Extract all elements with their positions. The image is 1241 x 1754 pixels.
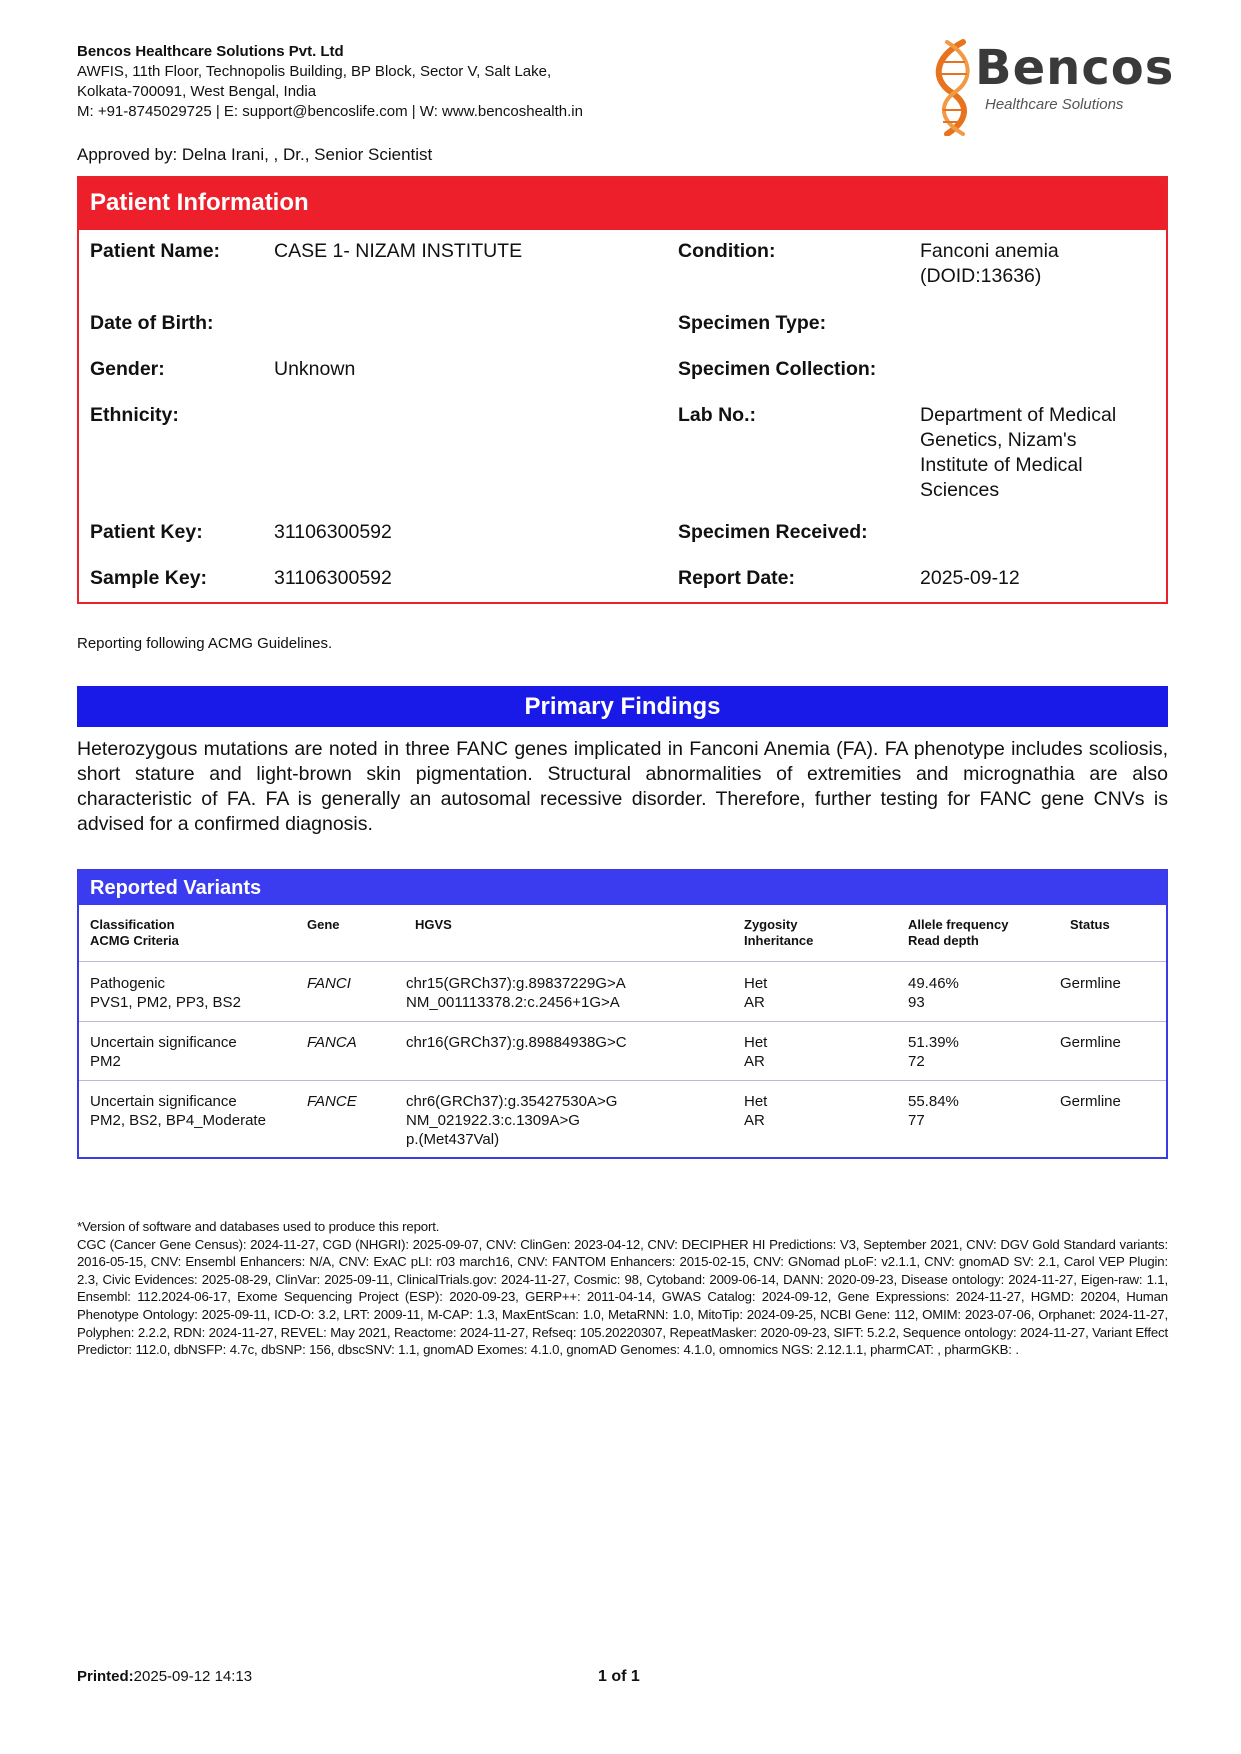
allele-frequency-text: 55.84% xyxy=(908,1093,959,1110)
variant-zygosity xyxy=(744,974,767,1012)
hgvs-line: p.(Met437Val) xyxy=(406,1131,500,1148)
condition-label: Condition: xyxy=(678,240,776,262)
lab-no-line: Sciences xyxy=(920,479,1000,501)
variant-allele xyxy=(908,1033,959,1071)
criteria-text: PVS1, PM2, PP3, BS2 xyxy=(90,994,241,1011)
inheritance-text: AR xyxy=(744,1053,765,1070)
specimen-received-label: Specimen Received: xyxy=(678,521,868,543)
variant-allele xyxy=(908,1092,959,1130)
lab-no-line: Genetics, Nizam's xyxy=(920,429,1077,451)
hgvs-line: chr6(GRCh37):g.35427530A>G xyxy=(406,1093,618,1110)
hgvs-line: NM_021922.3:c.1309A>G xyxy=(406,1112,580,1129)
lab-no-value xyxy=(920,403,1116,503)
condition-value xyxy=(920,239,1059,289)
header-zygosity xyxy=(744,917,813,949)
patient-name-value: CASE 1- NIZAM INSTITUTE xyxy=(274,240,523,262)
hgvs-line: chr16(GRCh37):g.89884938G>C xyxy=(406,1034,627,1051)
variant-gene: FANCI xyxy=(307,975,351,992)
printed-timestamp xyxy=(77,1668,252,1685)
classification-text: Pathogenic xyxy=(90,975,166,992)
header-gene: Gene xyxy=(307,917,340,932)
hgvs-line: chr15(GRCh37):g.89837229G>A xyxy=(406,975,626,992)
company-address-line1: AWFIS, 11th Floor, Technopolis Building, BP Block, Sector V, Salt Lake, xyxy=(77,63,552,80)
lab-no-line: Institute of Medical xyxy=(920,454,1083,476)
company-contact: M: +91-8745029725 | E: support@bencoslife.com | W: www.bencoshealth.in xyxy=(77,103,583,120)
primary-findings-text: Heterozygous mutations are noted in three FANC genes implicated in Fanconi Anemia (FA). FA phenotype includes scoliosis, short stature and light-brown skin pigmentation. Structural abnormalities of extremities and micrognathia are also characteristic of FA. FA is generally an autosomal recessive disorder. Therefore, further testing for FANC gene CNVs is advised for a confirmed diagnosis. xyxy=(77,738,1168,835)
variants-title: Reported Variants xyxy=(79,871,1166,905)
primary-findings-title: Primary Findings xyxy=(77,686,1168,727)
sample-key-label: Sample Key: xyxy=(90,567,208,589)
reported-variants-table xyxy=(77,869,1168,1159)
header-allele-frequency-label: Allele frequency xyxy=(908,917,1009,932)
gender-value: Unknown xyxy=(274,358,356,380)
footnote-text: CGC (Cancer Gene Census): 2024-11-27, CGD (NHGRI): 2025-09-07, CNV: ClinGen: 2023-04-12, CNV: DECIPHER HI Predictions: V3, September 2021, CNV: DGV Gold Standard variants: 2016-05-15, CNV: Ensembl Enhancers: N/A, CNV: ExAC pLI: r03 march16, CNV: FANTOM Enhancers: 2015-02-15, CNV: GNomad pLoF: v2.1.1, CNV: gnomAD SV: 2.1, Carol VEP Plugin: 2.3, Civic Evidences: 2025-08-29, ClinVar: 2025-09-11, ClinicalTrials.gov: 2024-11-27, Cosmic: 98, Cytoband: 2009-06-14, DANN: 2020-09-23, Disease ontology: 2024-11-27, Eigen-raw: 1.1, Ensembl: 112.2024-06-17, Exome Sequencing Project (ESP): 2020-09-23, GERP++: 2011-04-14, GWAS Catalog: 2024-09-12, Gene Expressions: 2024-11-27, HGMD: 20204, Human Phenotype Ontology: 2025-09-11, ICD-O: 3.2, LRT: 2009-11, M-CAP: 1.3, MaxEntScan: 1.0, MetaRNN: 1.0, MitoTip: 2024-09-25, NCBI Gene: 112, OMIM: 2023-07-06, Orphanet: 2024-11-27, Polyphen: 2.2.2, RDN: 2024-11-27, REVEL: May 2021, Reactome: 2024-11-27, Refseq: 105.20220307, RepeatMasker: 2020-09-23, SIFT: 5.2.2, Sequence ontology: 2024-11-27, Variant Effect Predictor: 112.0, dbNSFP: 4.7c, dbSNP: 156, dbscSNV: 1.1, gnomAD Exomes: 4.1.0, gnomAD Genomes: 4.1.0, omnomics NGS: 2.12.1.1, pharmCAT: , pharmGKB: . xyxy=(77,1236,1168,1358)
lab-no-line: Department of Medical xyxy=(920,404,1117,426)
variant-hgvs xyxy=(406,1033,627,1052)
condition-line: (DOID:13636) xyxy=(920,265,1042,287)
approved-by: Approved by: Delna Irani, , Dr., Senior Scientist xyxy=(77,145,433,164)
header-inheritance-label: Inheritance xyxy=(744,933,814,948)
header-allele xyxy=(908,917,1008,949)
patient-name-label: Patient Name: xyxy=(90,240,221,262)
page-number: 1 of 1 xyxy=(598,1668,640,1685)
company-name: Bencos Healthcare Solutions Pvt. Ltd xyxy=(77,43,344,60)
printed-label: Printed: xyxy=(77,1668,134,1685)
logo-text: Bencos xyxy=(975,40,1175,96)
variant-hgvs xyxy=(406,1092,617,1149)
inheritance-text: AR xyxy=(744,994,765,1011)
specimen-collection-label: Specimen Collection: xyxy=(678,358,877,380)
zygosity-text: Het xyxy=(744,1093,768,1110)
row-divider xyxy=(79,1080,1166,1081)
zygosity-text: Het xyxy=(744,975,768,992)
criteria-text: PM2 xyxy=(90,1053,121,1070)
header-acmg-label: ACMG Criteria xyxy=(90,933,179,948)
ethnicity-label: Ethnicity: xyxy=(90,404,179,426)
criteria-text: PM2, BS2, BP4_Moderate xyxy=(90,1112,266,1129)
classification-text: Uncertain significance xyxy=(90,1093,237,1110)
report-date-value: 2025-09-12 xyxy=(920,567,1020,589)
gender-label: Gender: xyxy=(90,358,165,380)
variant-status: Germline xyxy=(1060,1093,1121,1110)
variant-status: Germline xyxy=(1060,975,1121,992)
header-hgvs: HGVS xyxy=(415,917,452,932)
variant-classification xyxy=(90,1092,266,1130)
variant-hgvs xyxy=(406,974,626,1012)
condition-line: Fanconi anemia xyxy=(920,240,1059,262)
company-info xyxy=(77,42,777,122)
sample-key-value: 31106300592 xyxy=(274,567,392,589)
row-divider xyxy=(79,961,1166,962)
report-date-label: Report Date: xyxy=(678,567,796,589)
software-versions-footnote xyxy=(77,1218,1168,1359)
patient-info-title: Patient Information xyxy=(79,178,1166,230)
read-depth-text: 72 xyxy=(908,1053,925,1070)
zygosity-text: Het xyxy=(744,1034,768,1051)
patient-information-panel xyxy=(77,176,1168,604)
variant-allele xyxy=(908,974,959,1012)
company-address-line2: Kolkata-700091, West Bengal, India xyxy=(77,83,317,100)
variant-zygosity xyxy=(744,1033,767,1071)
variant-gene: FANCE xyxy=(307,1093,357,1110)
read-depth-text: 93 xyxy=(908,994,925,1011)
classification-text: Uncertain significance xyxy=(90,1034,237,1051)
header-classification-label: Classification xyxy=(90,917,175,932)
header-read-depth-label: Read depth xyxy=(908,933,979,948)
logo-subtext: Healthcare Solutions xyxy=(985,96,1124,113)
variant-classification xyxy=(90,974,241,1012)
variant-status: Germline xyxy=(1060,1034,1121,1051)
footnote-title: *Version of software and databases used to produce this report. xyxy=(77,1219,440,1234)
variant-zygosity xyxy=(744,1092,767,1130)
specimen-type-label: Specimen Type: xyxy=(678,312,827,334)
header-zygosity-label: Zygosity xyxy=(744,917,798,932)
allele-frequency-text: 51.39% xyxy=(908,1034,959,1051)
variant-classification xyxy=(90,1033,237,1071)
row-divider xyxy=(79,1021,1166,1022)
acmg-note: Reporting following ACMG Guidelines. xyxy=(77,635,333,652)
inheritance-text: AR xyxy=(744,1112,765,1129)
patient-key-value: 31106300592 xyxy=(274,521,392,543)
printed-value: 2025-09-12 14:13 xyxy=(133,1668,253,1685)
header-status: Status xyxy=(1070,917,1110,932)
hgvs-line: NM_001113378.2:c.2456+1G>A xyxy=(406,994,620,1011)
header-classification xyxy=(90,917,179,949)
company-logo xyxy=(925,36,1175,136)
lab-no-label: Lab No.: xyxy=(678,404,756,426)
read-depth-text: 77 xyxy=(908,1112,925,1129)
patient-key-label: Patient Key: xyxy=(90,521,203,543)
allele-frequency-text: 49.46% xyxy=(908,975,959,992)
dob-label: Date of Birth: xyxy=(90,312,214,334)
variant-gene: FANCA xyxy=(307,1034,357,1051)
